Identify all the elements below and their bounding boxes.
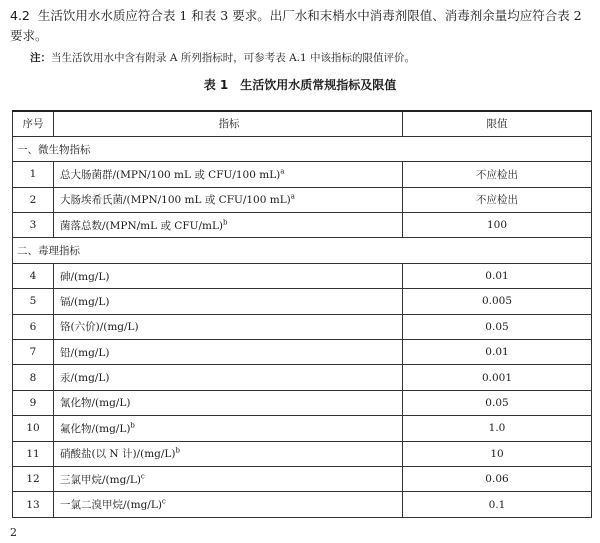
table-row [13, 466, 592, 491]
row-number: 1 [13, 162, 54, 187]
indicator-text: 铅/(mg/L) [60, 346, 110, 359]
table-row [13, 289, 592, 314]
row-indicator [54, 416, 403, 441]
indicator-text: 氰化物/(mg/L) [60, 397, 131, 410]
row-limit: 0.06 [403, 466, 592, 491]
footnote-mark: b [175, 446, 180, 455]
header-indicator: 指标 [54, 111, 403, 136]
header-limit: 限值 [403, 111, 592, 136]
water-quality-table [12, 110, 592, 518]
row-indicator [54, 340, 403, 365]
indicator-text: 三氯甲烷/(mg/L) [60, 473, 141, 486]
indicator-text: 镉/(mg/L) [60, 295, 110, 308]
indicator-text: 大肠埃希氏菌/(MPN/100 mL 或 CFU/100 mL) [60, 194, 291, 207]
table-row [13, 441, 592, 466]
row-limit: 1.0 [403, 416, 592, 441]
row-number: 3 [13, 213, 54, 238]
section-row [13, 136, 592, 161]
row-limit: 0.005 [403, 289, 592, 314]
row-indicator [54, 263, 403, 288]
row-limit: 10 [403, 441, 592, 466]
row-limit: 不应检出 [403, 187, 592, 212]
table-row [13, 263, 592, 288]
table-row [13, 187, 592, 212]
page-number: 2 [10, 526, 17, 539]
row-limit: 100 [403, 213, 592, 238]
row-limit: 0.05 [403, 314, 592, 339]
row-limit: 不应检出 [403, 162, 592, 187]
row-number: 9 [13, 390, 54, 415]
indicator-text: 硝酸盐(以 N 计)/(mg/L) [60, 448, 176, 461]
row-number: 13 [13, 492, 54, 517]
row-limit: 0.01 [403, 263, 592, 288]
table-row [13, 314, 592, 339]
row-number: 10 [13, 416, 54, 441]
row-indicator [54, 162, 403, 187]
note [30, 50, 590, 66]
section-paragraph [10, 6, 592, 46]
indicator-text: 砷/(mg/L) [60, 270, 110, 283]
indicator-text: 总大肠菌群/(MPN/100 mL 或 CFU/100 mL) [60, 168, 281, 181]
row-number: 7 [13, 340, 54, 365]
row-number: 6 [13, 314, 54, 339]
row-indicator [54, 314, 403, 339]
table-row [13, 162, 592, 187]
row-indicator [54, 441, 403, 466]
table-caption: 表 1 生活饮用水质常规指标及限值 [203, 78, 397, 92]
row-number: 8 [13, 365, 54, 390]
footnote-mark: c [140, 472, 145, 481]
row-number: 4 [13, 263, 54, 288]
table-row [13, 213, 592, 238]
header-no: 序号 [13, 111, 54, 136]
section-title: 二、毒理指标 [13, 238, 592, 263]
table-row [13, 390, 592, 415]
footnote-mark: b [130, 421, 135, 430]
footnote-mark: a [290, 192, 295, 201]
row-indicator [54, 187, 403, 212]
footnote-mark: b [223, 218, 228, 227]
row-number: 12 [13, 466, 54, 491]
row-indicator [54, 289, 403, 314]
row-limit: 0.05 [403, 390, 592, 415]
footnote-mark: c [161, 497, 166, 506]
note-label: 注： [30, 52, 51, 64]
section-row [13, 238, 592, 263]
footnote-mark: a [280, 167, 285, 176]
table-row [13, 492, 592, 517]
section-number: 4.2 [10, 8, 30, 23]
indicator-text: 菌落总数/(MPN/mL 或 CFU/mL) [60, 219, 224, 232]
table-header-row [13, 111, 592, 136]
indicator-text: 汞/(mg/L) [60, 372, 110, 385]
table-row [13, 416, 592, 441]
indicator-text: 一氯二溴甲烷/(mg/L) [60, 499, 162, 512]
row-indicator [54, 492, 403, 517]
section-title: 一、微生物指标 [13, 136, 592, 161]
row-limit: 0.1 [403, 492, 592, 517]
row-number: 2 [13, 187, 54, 212]
indicator-text: 铬(六价)/(mg/L) [60, 321, 139, 334]
row-number: 5 [13, 289, 54, 314]
indicator-text: 氟化物/(mg/L) [60, 422, 131, 435]
note-text: 当生活饮用水中含有附录 A 所列指标时，可参考表 A.1 中该指标的限值评价。 [51, 52, 416, 64]
section-text: 生活饮用水水质应符合表 1 和表 3 要求。出厂水和末梢水中消毒剂限值、消毒剂余量均应符合表 2要求。 [10, 8, 582, 43]
row-indicator [54, 466, 403, 491]
table-row [13, 340, 592, 365]
table-body [13, 136, 592, 517]
row-indicator [54, 390, 403, 415]
row-limit: 0.001 [403, 365, 592, 390]
row-number: 11 [13, 441, 54, 466]
row-indicator [54, 365, 403, 390]
table-row [13, 365, 592, 390]
row-limit: 0.01 [403, 340, 592, 365]
row-indicator [54, 213, 403, 238]
